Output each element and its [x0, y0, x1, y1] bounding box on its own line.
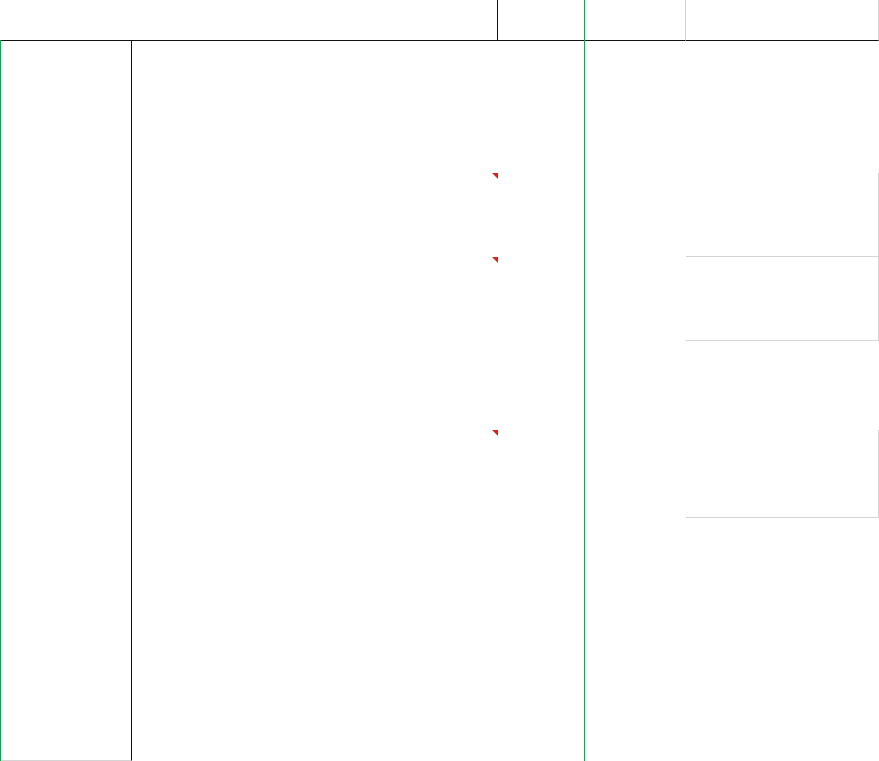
comment-indicator	[492, 257, 498, 263]
note-silver[interactable]	[686, 430, 879, 518]
selection-column-border	[584, 0, 585, 761]
header-level-cell[interactable]	[0, 0, 498, 41]
header-default-fee-cell[interactable]	[497, 0, 585, 41]
exchange-cell[interactable]	[0, 41, 132, 761]
note-fuel-oil[interactable]	[686, 257, 879, 341]
comment-indicator	[492, 173, 498, 179]
comment-indicator	[492, 430, 498, 436]
note-gold[interactable]	[686, 173, 879, 257]
header-discount-fee-cell[interactable]	[585, 0, 686, 41]
header-note-cell[interactable]	[686, 0, 879, 41]
selection-row-border	[0, 40, 1, 761]
